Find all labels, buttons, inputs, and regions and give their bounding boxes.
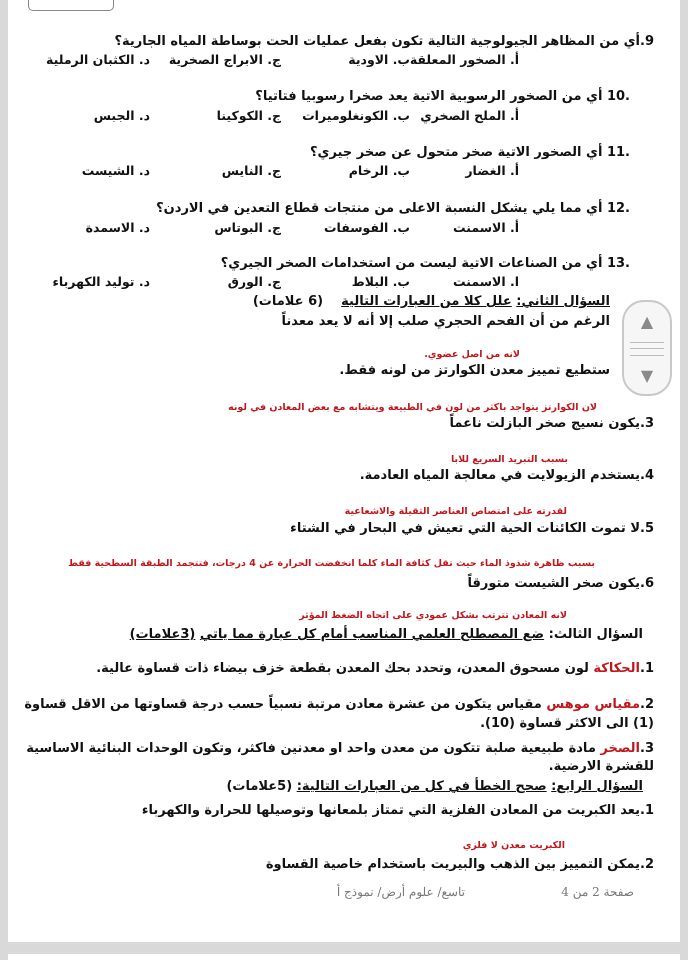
definition (24, 695, 654, 733)
option-a: أ. الصخور المعلقة (409, 52, 519, 67)
definition-text: لون مسحوق المعدن، وتحدد بحك المعدن بقطعة خزف بيضاء ذات قساوة عالية. (96, 661, 594, 676)
page-tab[interactable] (28, 0, 114, 11)
option-a: ا. الاسمنت (453, 274, 519, 289)
option-d: د. الكثبان الرملية (46, 52, 150, 67)
definition-text: مادة طبيعية صلبة تتكون من معدن واحد او معدنين فاكثر، وتكون الوحدات البنائية الاساسية للقشرة الارضية. (26, 741, 654, 774)
answer: لقدرته على امتصاص العناصر الثقيلة والاشعاعية (344, 506, 567, 517)
answer: بسبب ظاهرة شذوذ الماء حيث تقل كثافة الماء كلما انخفضت الحرارة عن 4 درجات، فتتجمد الطبقة السطحية فقط (68, 558, 595, 569)
option-c-correct: ج. البوتاس (214, 220, 281, 235)
option-b: ب. الفوسفات (323, 220, 410, 235)
definition (96, 660, 654, 678)
section-marks: (3علامات) (129, 627, 196, 642)
option-d: د. الاسمدة (85, 220, 150, 235)
option-c: ج. الابراج الصخرية (168, 52, 281, 67)
statement: 3.يكون نسيج صخر البازلت ناعماً (449, 416, 654, 431)
section-3-header (130, 626, 643, 644)
document-page (8, 0, 680, 942)
definition-text: مقياس يتكون من عشرة معادن مرتبة نسبياً حسب درجة قساوتها من الاقل قساوة (1) الى الاكثر قساوة (10). (24, 697, 654, 731)
item-number: 2. (640, 697, 654, 712)
option-d-correct: د. توليد الكهرباء (52, 274, 150, 289)
statement: 5.لا تموت الكائنات الحية التي تعيش في البحار في الشتاء (290, 521, 654, 536)
option-b-correct: ب. الرخام (348, 163, 410, 178)
definition (24, 740, 654, 776)
section-title: صحح الخطأ في كل من العبارات التالية: (296, 779, 547, 794)
drag-handle[interactable] (630, 342, 664, 356)
section-label: السؤال الثالث: (548, 627, 643, 642)
next-page (8, 954, 680, 960)
section-marks: (5علامات) (226, 779, 293, 794)
option-a: أ. الغضار (465, 163, 519, 178)
option-c: ج. الكوكينا (216, 108, 281, 123)
section-label: السؤال الثاني: (516, 294, 610, 309)
term: الحكاكة (593, 661, 640, 676)
option-a: أ. الملح الصخري (420, 108, 519, 123)
question-10: .10 أي من الصخور الرسوبية الاتية يعد صخرا رسوبيا فتاتيا؟ (255, 89, 630, 104)
scroll-up-button[interactable] (624, 308, 670, 334)
statement: 6.يكون صخر الشيست متورقاً (467, 576, 654, 591)
page-scroller[interactable] (622, 300, 672, 396)
statement: الرغم من أن الفحم الحجري صلب إلا أنه لا يعد معدناً (281, 314, 610, 329)
section-label: السؤال الرابع: (551, 779, 643, 794)
item-number: 1. (640, 661, 654, 676)
statement: 4.يستخدم الزيولايت في معالجة المياه العادمة. (359, 468, 654, 483)
triangle-down-icon: ▼ (640, 365, 654, 385)
section-title: ضع المصطلح العلمي المناسب أمام كل عبارة مما ياتي (199, 627, 545, 642)
section-4-header (226, 778, 643, 796)
option-c: ج. النايس (221, 163, 281, 178)
question-13: .13 أي من الصناعات الاتية ليست من استخدامات الصخر الجيري؟ (220, 256, 630, 271)
statement: 2.يمكن التمييز بين الذهب والبيريت باستخدام خاصية القساوة (265, 857, 654, 872)
scroll-down-button[interactable] (624, 362, 670, 388)
question-11: .11 أي الصخور الاتية صخر متحول عن صخر جيري؟ (310, 145, 630, 160)
answer: الكبريت معدن لا فلزي (462, 840, 565, 851)
section-2-header (253, 293, 610, 311)
answer: لانه من اصل عضوي. (424, 349, 520, 360)
option-b: ب. البلاط (351, 274, 410, 289)
question-12: .12 أي مما يلي يشكل النسبة الاعلى من منتجات قطاع التعدين في الاردن؟ (156, 201, 630, 216)
question-9: 9.أي من المظاهر الجيولوجية التالية تكون بفعل عمليات الحت بوساطة المياه الجارية؟ (114, 34, 654, 49)
option-d: د. الشيست (81, 163, 150, 178)
answer: لانه المعادن تترتب بشكل عمودي على اتجاه الضغط المؤثر (299, 610, 567, 621)
option-d: د. الجبس (93, 108, 150, 123)
option-b-correct: ب. الاودية (348, 52, 410, 67)
section-title: علل كلا من العبارات التالية (341, 294, 512, 309)
item-number: 3. (640, 741, 654, 756)
option-b-correct: ب. الكونغلوميرات (302, 108, 410, 123)
page-number: صفحة 2 من 4 (561, 885, 634, 899)
statement: ستطيع تمييز معدن الكوارتز من لونه فقط. (339, 363, 610, 378)
footer-subject: تاسع/ علوم أرض/ نموذج أ (336, 885, 465, 899)
option-a: أ. الاسمنت (453, 220, 519, 235)
triangle-up-icon: ▲ (640, 311, 654, 331)
answer: لان الكوارتز يتواجد باكثر من لون في الطبيعة ويتشابه مع بعض المعادن في لونه (228, 402, 597, 413)
statement: 1.يعد الكبريت من المعادن الفلزية التي تمتاز بلمعانها وتوصيلها للحرارة والكهرباء (141, 803, 654, 818)
term: الصخر (600, 741, 640, 756)
option-c: ج. الورق (227, 274, 281, 289)
term: مقياس موهس (546, 697, 640, 712)
answer: بسبب التبريد السريع للابا (450, 454, 568, 465)
section-marks: (6 علامات) (252, 294, 324, 309)
